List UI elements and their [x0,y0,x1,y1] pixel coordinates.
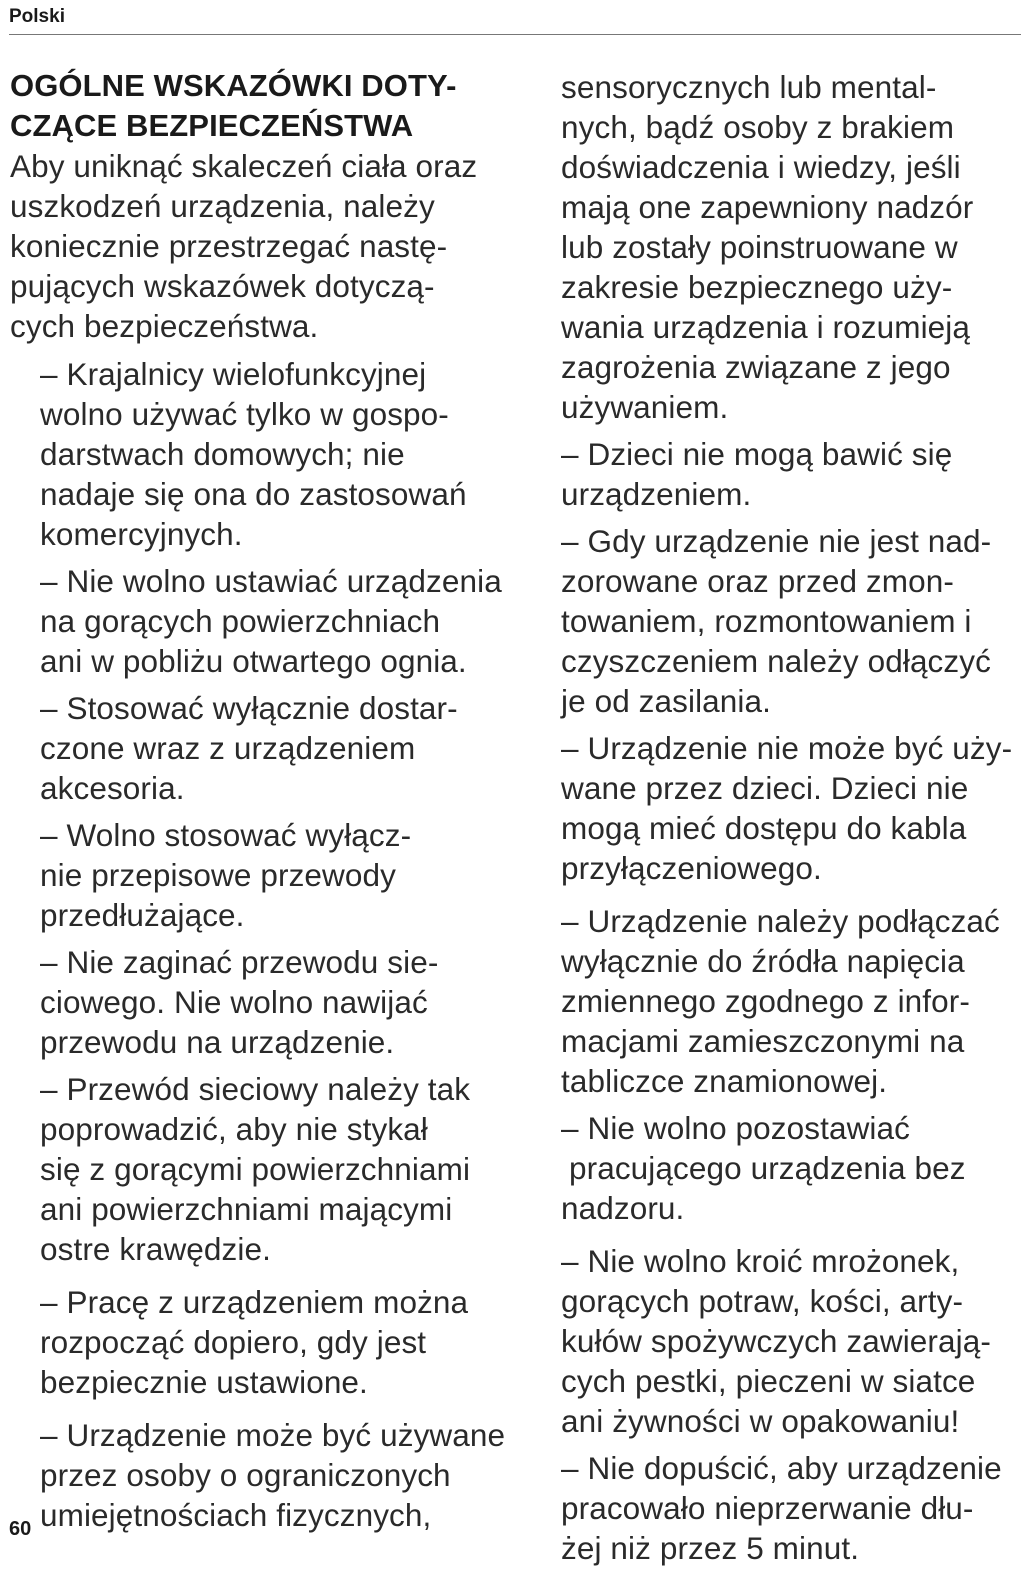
text-line: używaniem. [561,389,729,425]
text-line: czyszczeniem należy odłączyć [561,643,991,679]
text-line: lub zostały poinstruowane w [561,229,958,265]
text-line: sensorycznych lub mental- [561,69,937,105]
safety-item [561,728,1026,888]
safety-item [40,688,530,808]
text-line: zorowane oraz przed zmon- [561,563,954,599]
text-line: mogą mieć dostępu do kabla [561,810,967,846]
header-divider [9,34,1021,35]
page-number: 60 [9,1518,32,1540]
text-line: – Nie wolno ustawiać urządzenia [40,563,502,599]
text-line: macjami zamieszczonymi na [561,1023,965,1059]
text-line: ciowego. Nie wolno nawijać [40,984,428,1020]
text-line: – Urządzenie nie może być uży- [561,730,1013,766]
safety-item [561,1241,1026,1441]
intro-paragraph [10,146,530,346]
section-heading [10,66,530,146]
text-line: czone wraz z urządzeniem [40,730,416,766]
text-line: – Gdy urządzenie nie jest nad- [561,523,992,559]
text-line: – Nie dopuścić, aby urządzenie [561,1450,1002,1486]
text-line: pracowało nieprzerwanie dłu- [561,1490,974,1526]
text-line: zagrożenia związane z jego [561,349,951,385]
text-line: poprowadzić, aby nie stykał [40,1111,428,1147]
text-line: przyłączeniowego. [561,850,822,886]
left-column [10,64,530,1542]
text-line: żej niż przez 5 minut. [561,1530,860,1566]
text-line: – Pracę z urządzeniem można [40,1284,469,1320]
text-line: koniecznie przestrzegać nastę- [10,228,448,264]
text-line: cych pestki, pieczeni w siatce [561,1363,976,1399]
text-line: – Urządzenie może być używane [40,1417,506,1453]
text-line: towaniem, rozmontowaniem i [561,603,972,639]
text-line: nadaje się ona do zastosowań [40,476,467,512]
text-line: komercyjnych. [40,516,243,552]
text-line: wyłącznie do źródła napięcia [561,943,965,979]
text-line: cych bezpieczeństwa. [10,308,319,344]
text-line: zmiennego zgodnego z infor- [561,983,970,1019]
text-line: ani żywności w opakowaniu! [561,1403,960,1439]
text-line: wania urządzenia i rozumieją [561,309,971,345]
safety-item [40,1415,530,1535]
text-line: bezpiecznie ustawione. [40,1364,368,1400]
text-line: – Nie wolno kroić mrożonek, [561,1243,960,1279]
header-language: Polski [9,6,65,27]
safety-item [40,354,530,554]
text-line: – Dzieci nie mogą bawić się [561,436,953,472]
heading-line: OGÓLNE WSKAZÓWKI DOTY- [10,68,457,103]
text-line: – Wolno stosować wyłącz- [40,817,412,853]
text-line: je od zasilania. [561,683,771,719]
text-line: – Nie zaginać przewodu sie- [40,944,439,980]
safety-item [561,1448,1026,1568]
text-line: darstwach domowych; nie [40,436,405,472]
text-line: na gorących powierzchniach [40,603,441,639]
text-line: wolno używać tylko w gospo- [40,396,449,432]
text-line: gorących potraw, kości, arty- [561,1283,964,1319]
text-line: mają one zapewniony nadzór [561,189,974,225]
safety-item [561,521,1026,721]
text-line: urządzeniem. [561,476,752,512]
text-line: nych, bądź osoby z brakiem [561,109,955,145]
safety-item-continued [561,67,1026,427]
safety-item [40,942,530,1062]
text-line: nie przepisowe przewody [40,857,396,893]
text-line: tabliczce znamionowej. [561,1063,888,1099]
text-line: – Przewód sieciowy należy tak [40,1071,471,1107]
text-line: doświadczenia i wiedzy, jeśli [561,149,961,185]
text-line: ostre krawędzie. [40,1231,271,1267]
text-line: umiejętnościach fizycznych, [40,1497,432,1533]
safety-item [40,1282,530,1402]
text-line: – Stosować wyłącznie dostar- [40,690,458,726]
text-line: zakresie bezpiecznego uży- [561,269,953,305]
text-line: – Urządzenie należy podłączać [561,903,1000,939]
text-line: Aby uniknąć skaleczeń ciała oraz [10,148,478,184]
safety-item [561,1108,1026,1228]
text-line: – Nie wolno pozostawiać [561,1110,910,1146]
text-line: uszkodzeń urządzenia, należy [10,188,435,224]
text-line: wane przez dzieci. Dzieci nie [561,770,969,806]
text-line: przedłużające. [40,897,245,933]
safety-item [40,561,530,681]
safety-item [561,901,1026,1101]
text-line: pracującego urządzenia bez [569,1150,966,1186]
safety-item [40,1069,530,1269]
text-line: kułów spożywczych zawierają- [561,1323,991,1359]
text-line: przez osoby o ograniczonych [40,1457,451,1493]
text-line: ani w pobliżu otwartego ognia. [40,643,467,679]
text-line: rozpocząć dopiero, gdy jest [40,1324,427,1360]
safety-item [40,815,530,935]
right-column [561,67,1026,1575]
text-line: przewodu na urządzenie. [40,1024,395,1060]
heading-line: CZĄCE BEZPIECZEŃSTWA [10,108,414,143]
text-line: ani powierzchniami mającymi [40,1191,453,1227]
text-line: się z gorącymi powierzchniami [40,1151,471,1187]
text-line: pujących wskazówek dotyczą- [10,268,435,304]
text-line: akcesoria. [40,770,185,806]
safety-item [561,434,1026,514]
text-line: – Krajalnicy wielofunkcyjnej [40,356,427,392]
text-line: nadzoru. [561,1190,685,1226]
